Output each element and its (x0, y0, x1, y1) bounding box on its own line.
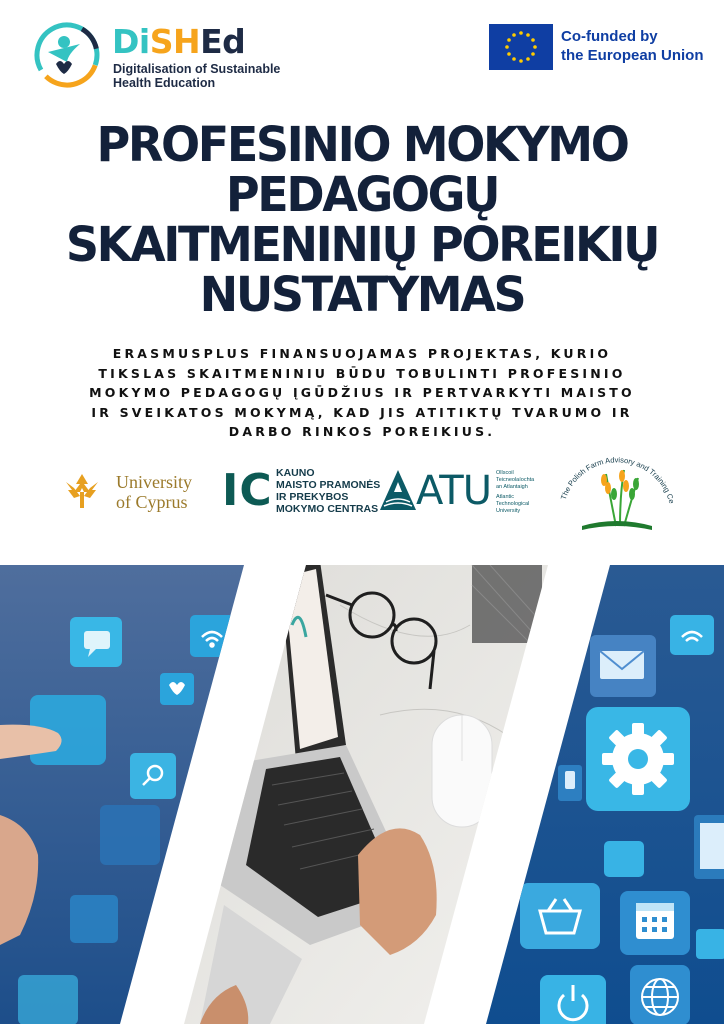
atu-logo (378, 466, 535, 516)
kaunas-training-centre-logo (222, 464, 381, 520)
kaunas-mark: IC (222, 465, 273, 516)
pen-holder (472, 565, 542, 643)
gear-icon (602, 723, 674, 795)
project-description: ERASMUSPLUS FINANSUOJAMAS PROJEKTAS, KURIO TIKSLAS SKAITMENINIU BŪDU TOBULINTI PROFESINIO MOKYMO PEDAGOGŲ ĮGŪDŽIUS IR PERTVARKYTI MAISTO IR SVEIKATOS MOKYMĄ, KAD JIS ATITIKTŲ TVARUMO IR DARBO RINKOS POREIKIUS. (89, 346, 635, 439)
photo-collage (0, 565, 724, 1024)
calendar-icon (636, 903, 674, 939)
eu-flag-icon (489, 24, 553, 70)
cyprus-tree-icon (60, 468, 104, 512)
cyprus-text: University of Cyprus (116, 472, 192, 512)
film-icon (700, 823, 724, 869)
partner-logos (0, 446, 724, 536)
atu-mountain-icon (378, 468, 418, 512)
phone-icon (565, 771, 575, 789)
svg-text:The Polish Farm Advisory and T: The Polish Farm Advisory and Training Ce (558, 455, 677, 505)
eu-cofunded-block (489, 24, 709, 72)
hero-image-band (0, 565, 724, 1024)
atu-small-text: Ollscoil Teicneolaíochta an Atlantaigh Atlantic Technological University (496, 470, 535, 514)
dished-logo-icon (34, 22, 100, 88)
middle-laptop-panel (180, 565, 560, 1024)
eu-cofunded-text: Co-funded by the European Union (561, 28, 704, 64)
kaunas-text: KAUNO MAISTO PRAMONĖS IR PREKYBOS MOKYMO CENTRAS (276, 467, 381, 515)
mail-icon (600, 651, 644, 679)
page-title: PROFESINIO MOKYMO PEDAGOGŲ SKAITMENINIŲ POREIKIŲ NUSTATYMAS (65, 117, 659, 323)
atu-mark: ATU (416, 468, 491, 514)
dished-tagline: Digitalisation of Sustainable Health Education (113, 62, 281, 90)
university-of-cyprus-logo (60, 468, 210, 514)
polish-farm-advisory-logo (552, 446, 682, 536)
mouse-icon (432, 715, 492, 827)
dished-wordmark: DiSHEd (112, 22, 246, 61)
dished-logo-block (34, 22, 294, 92)
wheat-emblem-icon (552, 446, 682, 536)
